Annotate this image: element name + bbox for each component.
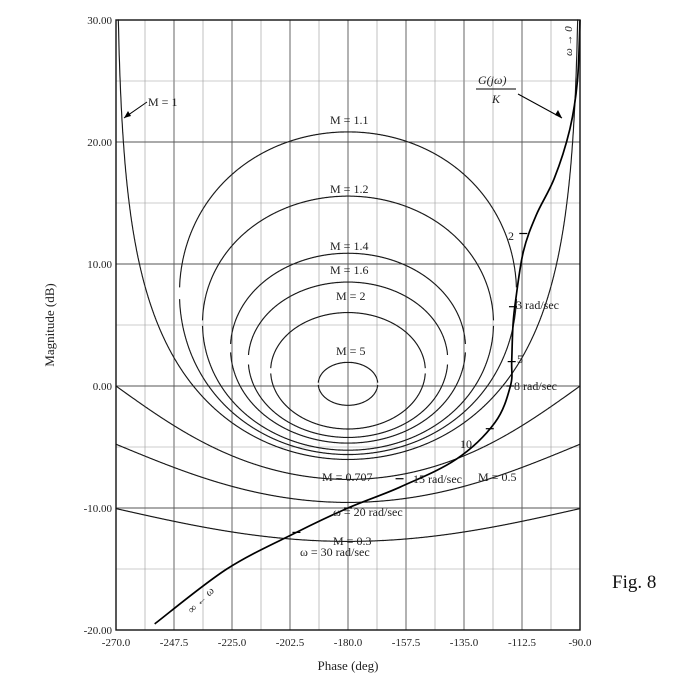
freq-label: 8 rad/sec — [514, 379, 557, 393]
m-contour-label: M = 0.707 — [322, 470, 373, 484]
y-tick-label: 30.00 — [87, 15, 112, 27]
y-tick-label: -20.00 — [83, 625, 112, 637]
freq-label: ω = 20 rad/sec — [333, 505, 403, 519]
x-tick-label: -112.5 — [507, 637, 537, 649]
m-contour-label: M = 1.2 — [330, 182, 369, 196]
freq-label: 3 rad/sec — [516, 298, 559, 312]
curve-label-numerator: G(jω) — [478, 73, 507, 87]
freq-label: 10 — [460, 437, 472, 451]
m-contour-label: M = 1.1 — [330, 113, 369, 127]
x-tick-label: -247.5 — [159, 637, 189, 649]
x-tick-label: -135.0 — [449, 637, 479, 649]
m-contour-label: M = 0.3 — [333, 534, 372, 548]
m-contour-label: M = 5 — [336, 344, 366, 358]
curve-label-denominator: K — [492, 92, 501, 106]
y-tick-label: 0.00 — [92, 381, 112, 393]
annotations — [124, 26, 575, 616]
freq-label: 2 — [508, 229, 514, 243]
x-axis-label: Phase (deg) — [317, 658, 379, 673]
y-axis-label: Magnitude (dB) — [42, 283, 57, 367]
y-tick-label: 20.00 — [87, 137, 112, 149]
x-tick-label: -202.5 — [275, 637, 305, 649]
curve-arrowhead — [555, 110, 562, 118]
m-contour-label: M = 1.6 — [330, 263, 369, 277]
x-tick-label: -225.0 — [217, 637, 247, 649]
m-contour-label: M = 2 — [336, 289, 366, 303]
y-tick-label: -10.00 — [83, 503, 112, 515]
freq-label: 15 rad/sec — [413, 472, 462, 486]
y-tick-label: 10.00 — [87, 259, 112, 271]
omega-infinity-label: ∞ ← ω — [185, 584, 217, 617]
freq-label: 5 — [517, 352, 523, 366]
x-tick-label: -270.0 — [101, 637, 131, 649]
m-contour-label: M = 0.5 — [478, 470, 517, 484]
x-tick-label: -180.0 — [333, 637, 363, 649]
m1-arrowhead — [124, 111, 131, 118]
omega-zero-label: ω → 0 — [563, 26, 575, 56]
m-contour-label: M = 1.4 — [330, 239, 369, 253]
m-contour-label: M = 1 — [148, 95, 178, 109]
freq-label: ω = 30 rad/sec — [300, 545, 370, 559]
x-tick-label: -157.5 — [391, 637, 421, 649]
figure-label: Fig. 8 — [612, 572, 657, 593]
x-tick-label: -90.0 — [568, 637, 592, 649]
